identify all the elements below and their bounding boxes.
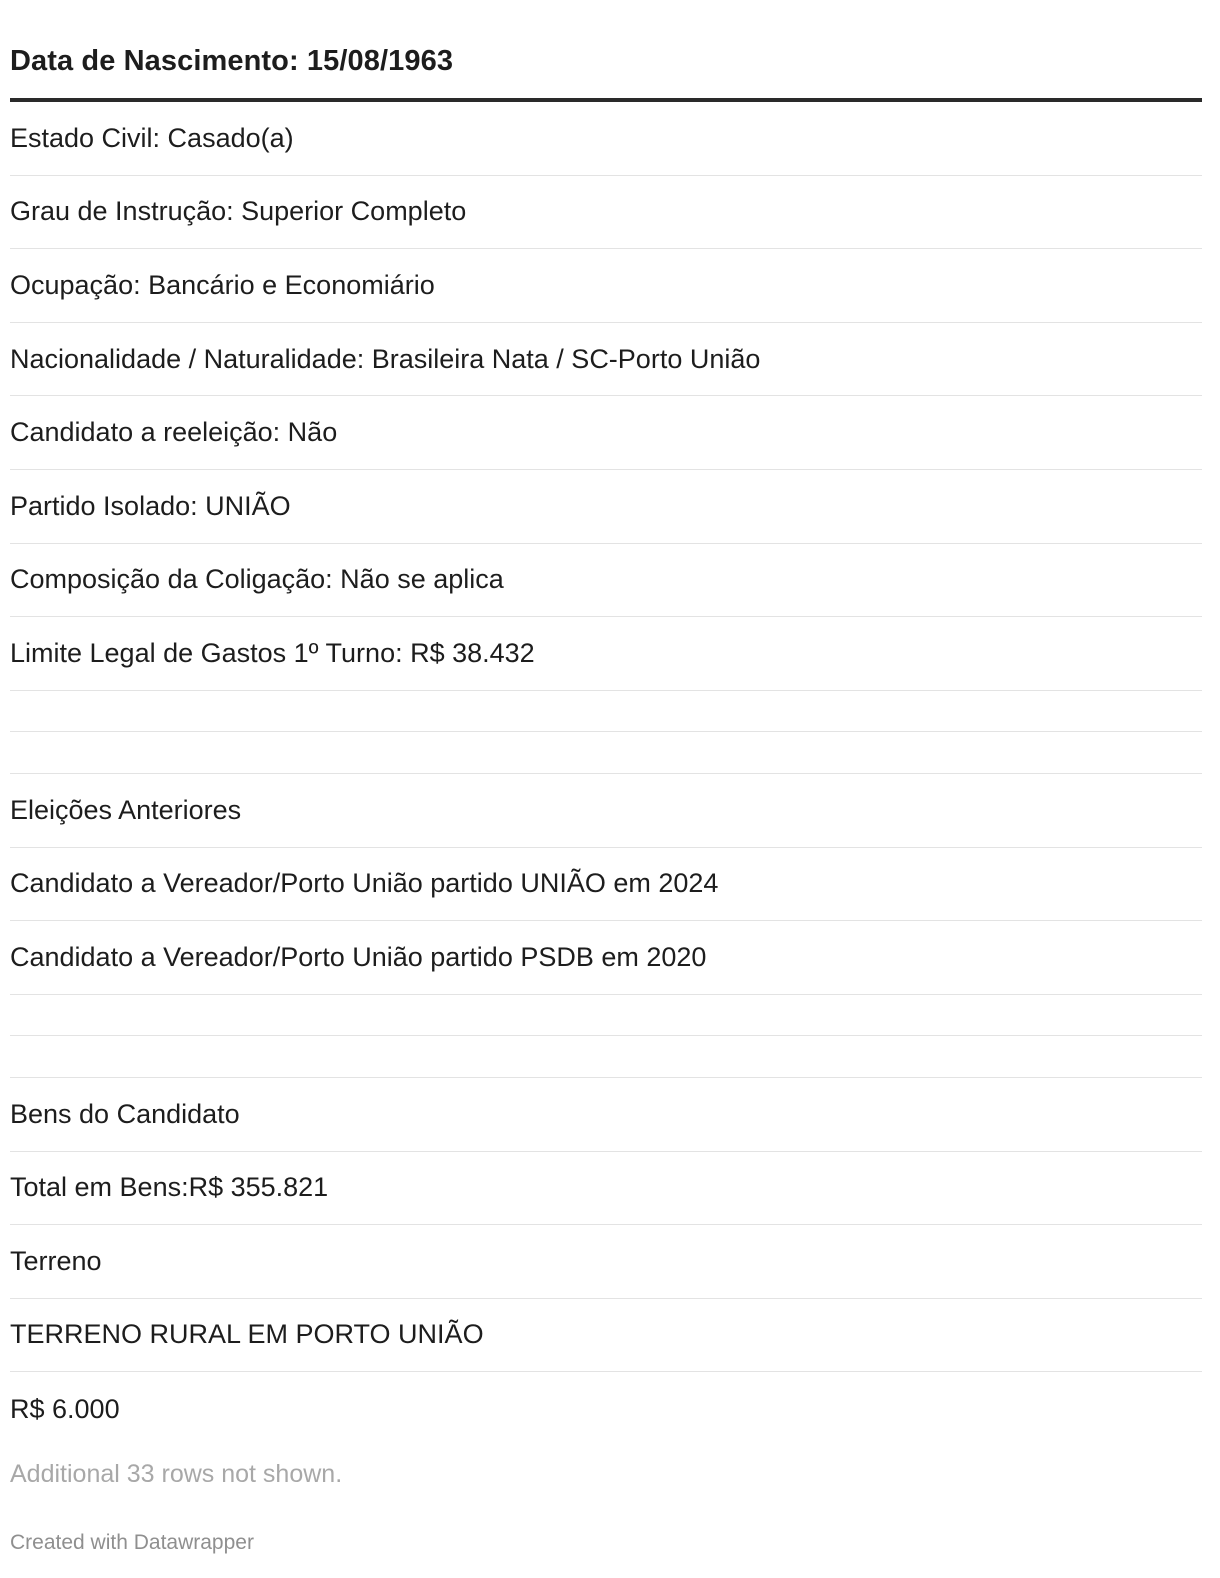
table-header-label: Data de Nascimento: 15/08/1963	[10, 45, 454, 77]
table-row	[10, 323, 1202, 397]
table-row-empty	[10, 691, 1202, 733]
table-cell: Ocupação: Bancário e Economiário	[10, 269, 435, 300]
table-cell: Limite Legal de Gastos 1º Turno: R$ 38.432	[10, 637, 535, 668]
table-row	[10, 1299, 1202, 1373]
table-row	[10, 921, 1202, 995]
table-row	[10, 1152, 1202, 1226]
table-row	[10, 544, 1202, 618]
table-row	[10, 1225, 1202, 1299]
table-row	[10, 1372, 1202, 1446]
table-row	[10, 1078, 1202, 1152]
table-cell: Estado Civil: Casado(a)	[10, 122, 294, 153]
table-cell: Grau de Instrução: Superior Completo	[10, 196, 467, 227]
table-row	[10, 249, 1202, 323]
table-cell: Partido Isolado: UNIÃO	[10, 490, 291, 521]
table-row-empty	[10, 995, 1202, 1037]
table-notes: Additional 33 rows not shown.	[10, 1460, 343, 1488]
table-cell: Nacionalidade / Naturalidade: Brasileira Nata / SC-Porto União	[10, 343, 761, 374]
table-cell: R$ 6.000	[10, 1393, 120, 1424]
table-row	[10, 848, 1202, 922]
table-cell: Bens do Candidato	[10, 1098, 240, 1129]
data-table	[10, 0, 1202, 1446]
table-cell: Candidato a Vereador/Porto União partido PSDB em 2020	[10, 941, 707, 972]
table-cell: Composição da Coligação: Não se aplica	[10, 564, 504, 595]
table-cell: TERRENO RURAL EM PORTO UNIÃO	[10, 1319, 484, 1350]
table-cell: Candidato a Vereador/Porto União partido UNIÃO em 2024	[10, 868, 719, 899]
table-row-empty	[10, 1036, 1202, 1078]
table-row-empty	[10, 732, 1202, 774]
table-row	[10, 102, 1202, 176]
table-row	[10, 470, 1202, 544]
table-row	[10, 176, 1202, 250]
table-cell: Eleições Anteriores	[10, 794, 242, 825]
table-cell: Candidato a reeleição: Não	[10, 417, 338, 448]
table-header	[10, 0, 1202, 102]
table-cell: Terreno	[10, 1245, 102, 1276]
datawrapper-credit: Created with Datawrapper	[10, 1531, 254, 1554]
table-cell: Total em Bens:R$ 355.821	[10, 1172, 329, 1203]
table-row	[10, 396, 1202, 470]
table-row	[10, 774, 1202, 848]
table-row	[10, 617, 1202, 691]
